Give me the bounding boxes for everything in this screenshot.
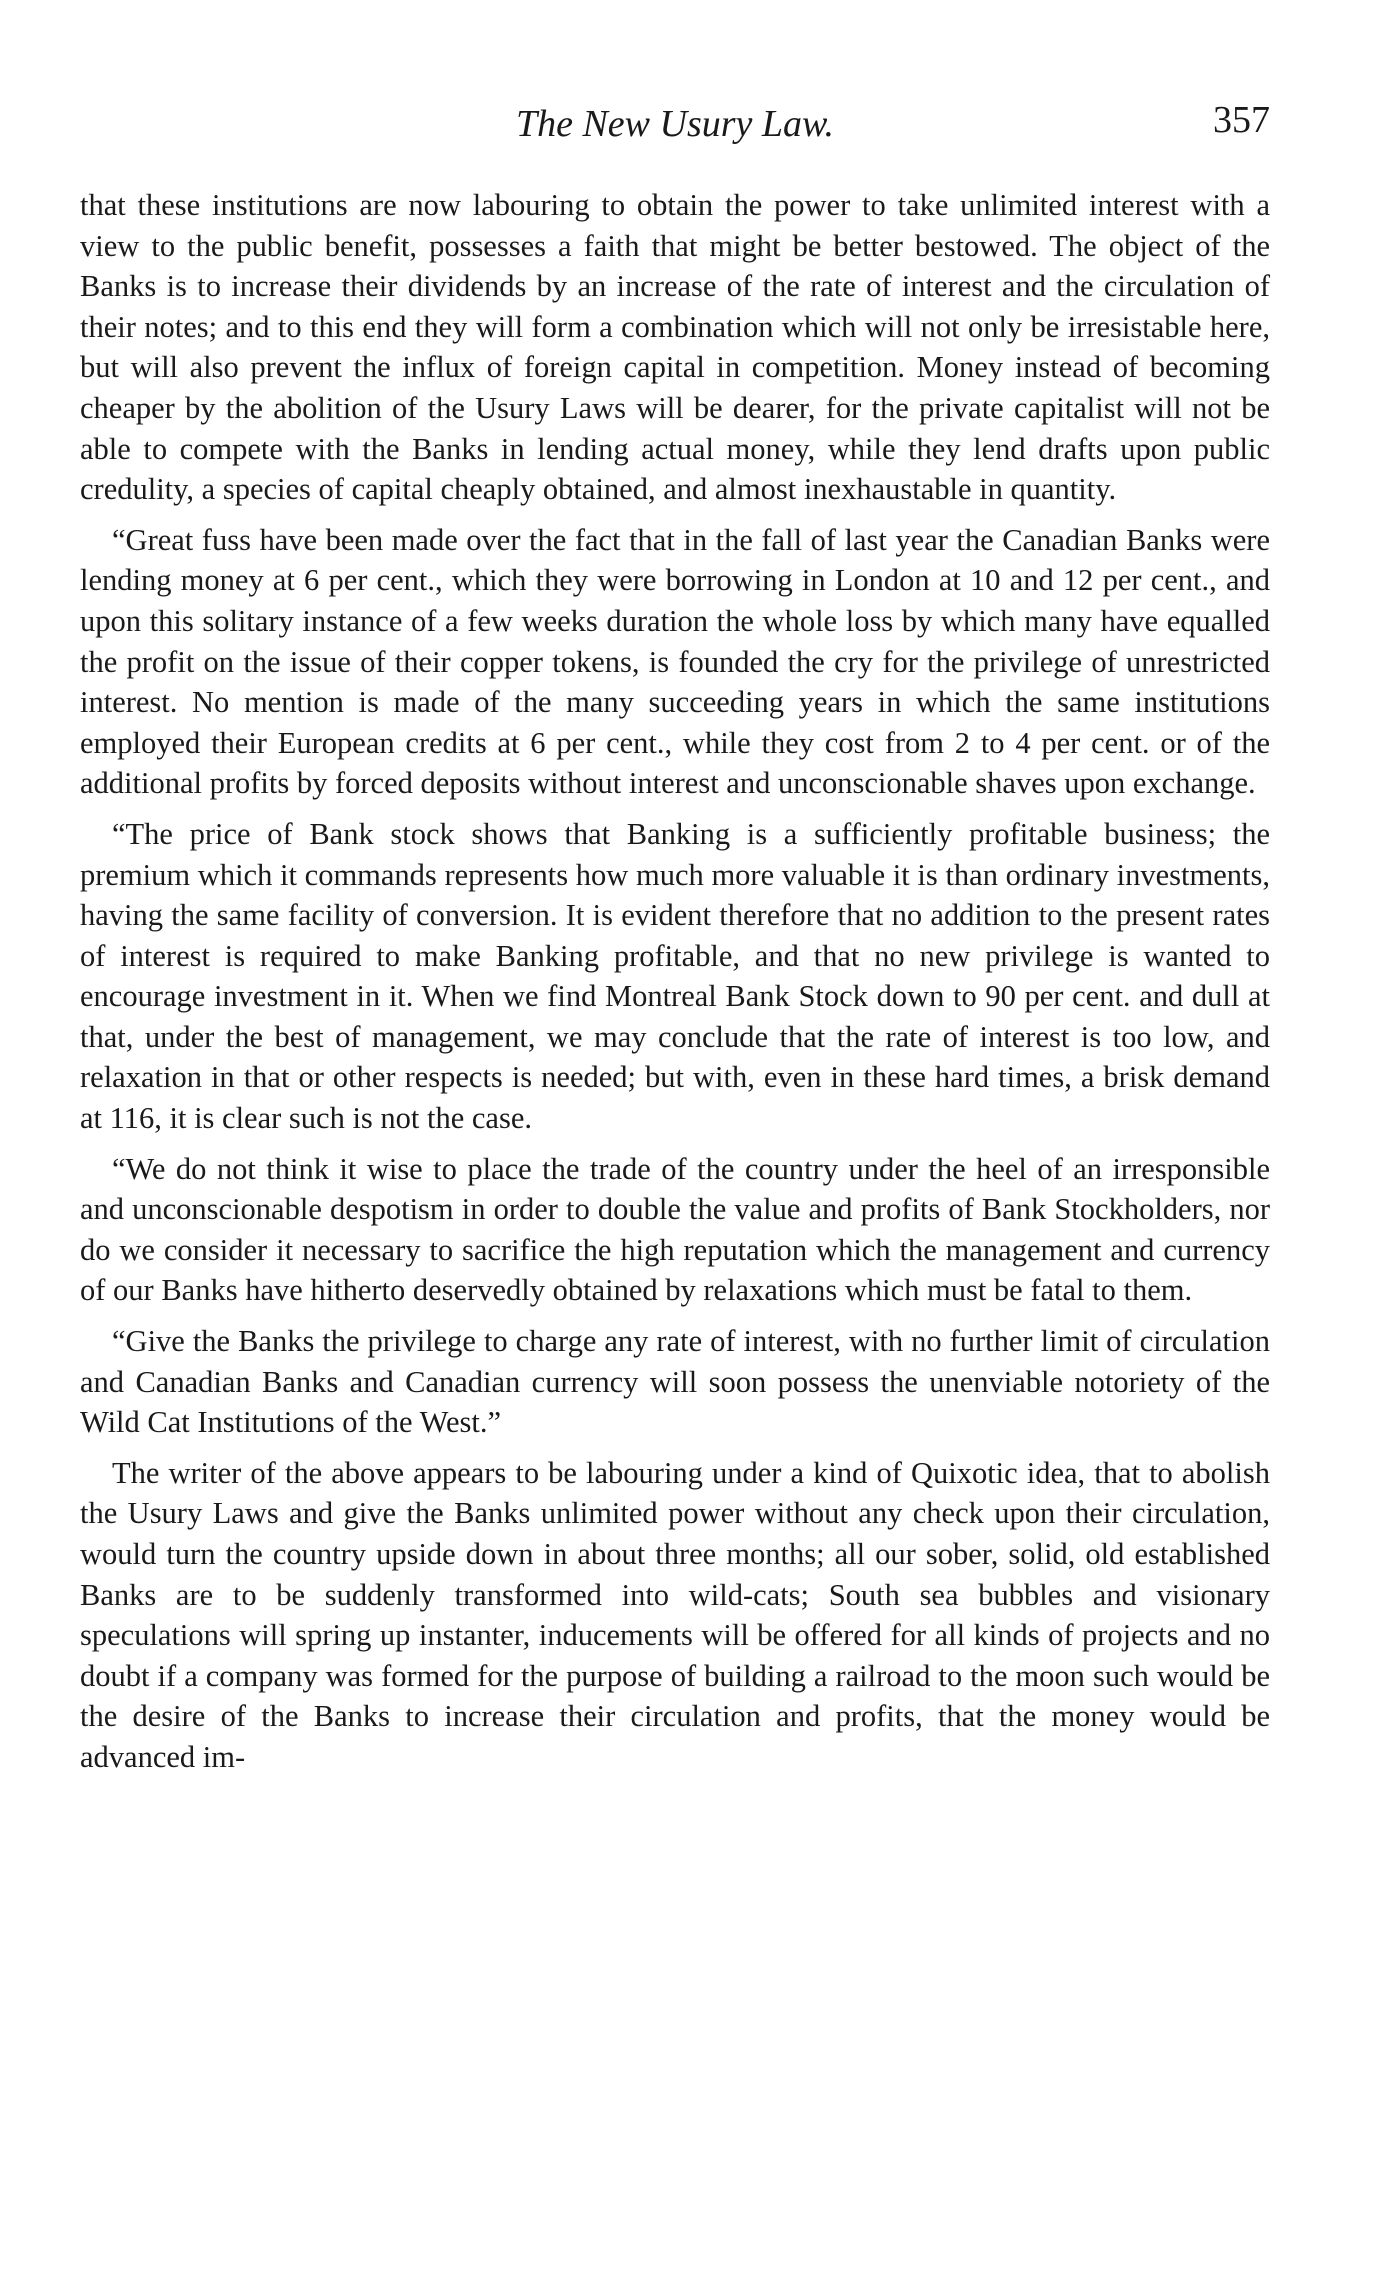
page-number: 357 <box>1213 99 1270 141</box>
page-header <box>80 98 1270 158</box>
quote-paragraph-fuss: “Great fuss have been made over the fact that in the fall of last year the Canadian Banks were lending money at 6 per cent., which they were borrowing in London at 10 and 12 per cent., and upon this solitary instance of a few weeks duration the whole loss by which many have equalled the profit on the issue of their copper tokens, is founded the cry for the privilege of unrestricted interest. No mention is made of the many succeeding years in which the same institutions employed their European credits at 6 per cent., while they cost from 2 to 4 per cent. or of the additional profits by forced deposits without interest and unconscionable shaves upon exchange. <box>80 522 1270 801</box>
running-title: The New Usury Law. <box>515 103 835 145</box>
paragraph-commentary: The writer of the above appears to be labouring under a kind of Quixotic idea, that to abolish the Usury Laws and give the Banks unlimited power without any check upon their circulation, would turn the country upside down in about three months; all our sober, solid, old established Banks are to be suddenly transformed into wild-cats; South sea bubbles and visionary speculations will spring up instanter, inducements will be offered for all kinds of projects and no doubt if a company was formed for the purpose of building a railroad to the moon such would be the desire of the Banks to increase their circulation and profits, that the money would be advanced im- <box>80 1455 1270 1774</box>
quote-paragraph-wild-cat: “Give the Banks the privilege to charge any rate of interest, with no further limit of circulation and Canadian Banks and Canadian currency will soon possess the unenviable notoriety of the Wild Cat Institutions of the West.” <box>80 1324 1270 1440</box>
paragraph-continuation: that these institutions are now labouring to obtain the power to take unlimited interest with a view to the public benefit, possesses a faith that might be better bestowed. The object of the Banks is to increase their dividends by an increase of the rate of interest and the circulation of their notes; and to this end they will form a combination which will not only be irresistable here, but will also prevent the influx of foreign capital in competition. Money instead of becoming cheaper by the abolition of the Usury Laws will be dearer, for the private capitalist will not be able to compete with the Banks in lending actual money, while they lend drafts upon public credulity, a species of capital cheaply obtained, and almost inexhaustable in quantity. <box>80 188 1270 507</box>
quote-paragraph-bank-stock: “The price of Bank stock shows that Banking is a sufficiently profitable business; the premium which it commands represents how much more valuable it is than ordinary investments, having the same facility of conversion. It is evident therefore that no addition to the present rates of interest is required to make Banking profitable, and that no new privilege is wanted to encourage investment in it. When we find Montreal Bank Stock down to 90 per cent. and dull at that, under the best of management, we may conclude that the rate of interest is too low, and relaxation in that or other respects is needed; but with, even in these hard times, a brisk demand at 116, it is clear such is not the case. <box>80 816 1270 1136</box>
body-text <box>80 185 1270 1788</box>
quote-paragraph-despotism: “We do not think it wise to place the trade of the country under the heel of an irresponsible and unconscionable despotism in order to double the value and profits of Bank Stockholders, nor do we consider it necessary to sacrifice the high reputation which the management and currency of our Banks have hitherto deservedly obtained by relaxations which must be fatal to them. <box>80 1151 1270 1308</box>
